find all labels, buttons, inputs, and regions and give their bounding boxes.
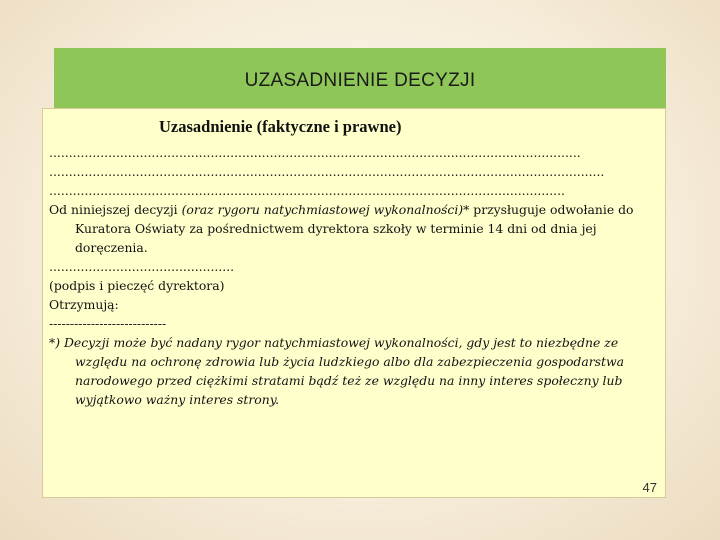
dot-line-1: ....................................................................................................................................... [49,145,581,160]
dot-line-3: ................................................................................................................................... [49,183,565,198]
content-box [42,108,666,498]
appeal-paragraph [49,200,661,257]
appeal-suffix: * przysługuje odwołanie do Kuratora Oświaty za pośrednictwem dyrektora szkoły w terminie 14 dni od dnia jej doręczenia. [75,202,634,255]
dash-line: ---------------------------- [49,316,167,331]
recipients-label: Otrzymują: [49,297,119,312]
slide-header [54,48,666,108]
signature-label: (podpis i pieczęć dyrektora) [49,278,225,293]
section-subtitle: Uzasadnienie (faktyczne i prawne) [159,117,402,136]
signature-dots: ............................................... [49,259,235,274]
footnote: *) Decyzji może być nadany rygor natychmiastowej wykonalności, gdy jest to niezbędne ze względu na ochronę zdrowia lub życia ludzkiego albo dla zabezpieczenia gospodarstwa narodowego przed ciężkimi stratami bądź też ze względu na inny interes społeczny lub wyjątkowo ważny interes strony. [49,335,624,407]
slide-title: UZASADNIENIE DECYZJI [244,70,476,91]
document-body [49,143,661,409]
dot-line-2: ............................................................................................................................................. [49,164,605,179]
appeal-italic: (oraz rygoru natychmiastowej wykonalności) [181,202,464,217]
page-number: 47 [642,480,657,495]
appeal-prefix: Od niniejszej decyzji [49,202,182,217]
